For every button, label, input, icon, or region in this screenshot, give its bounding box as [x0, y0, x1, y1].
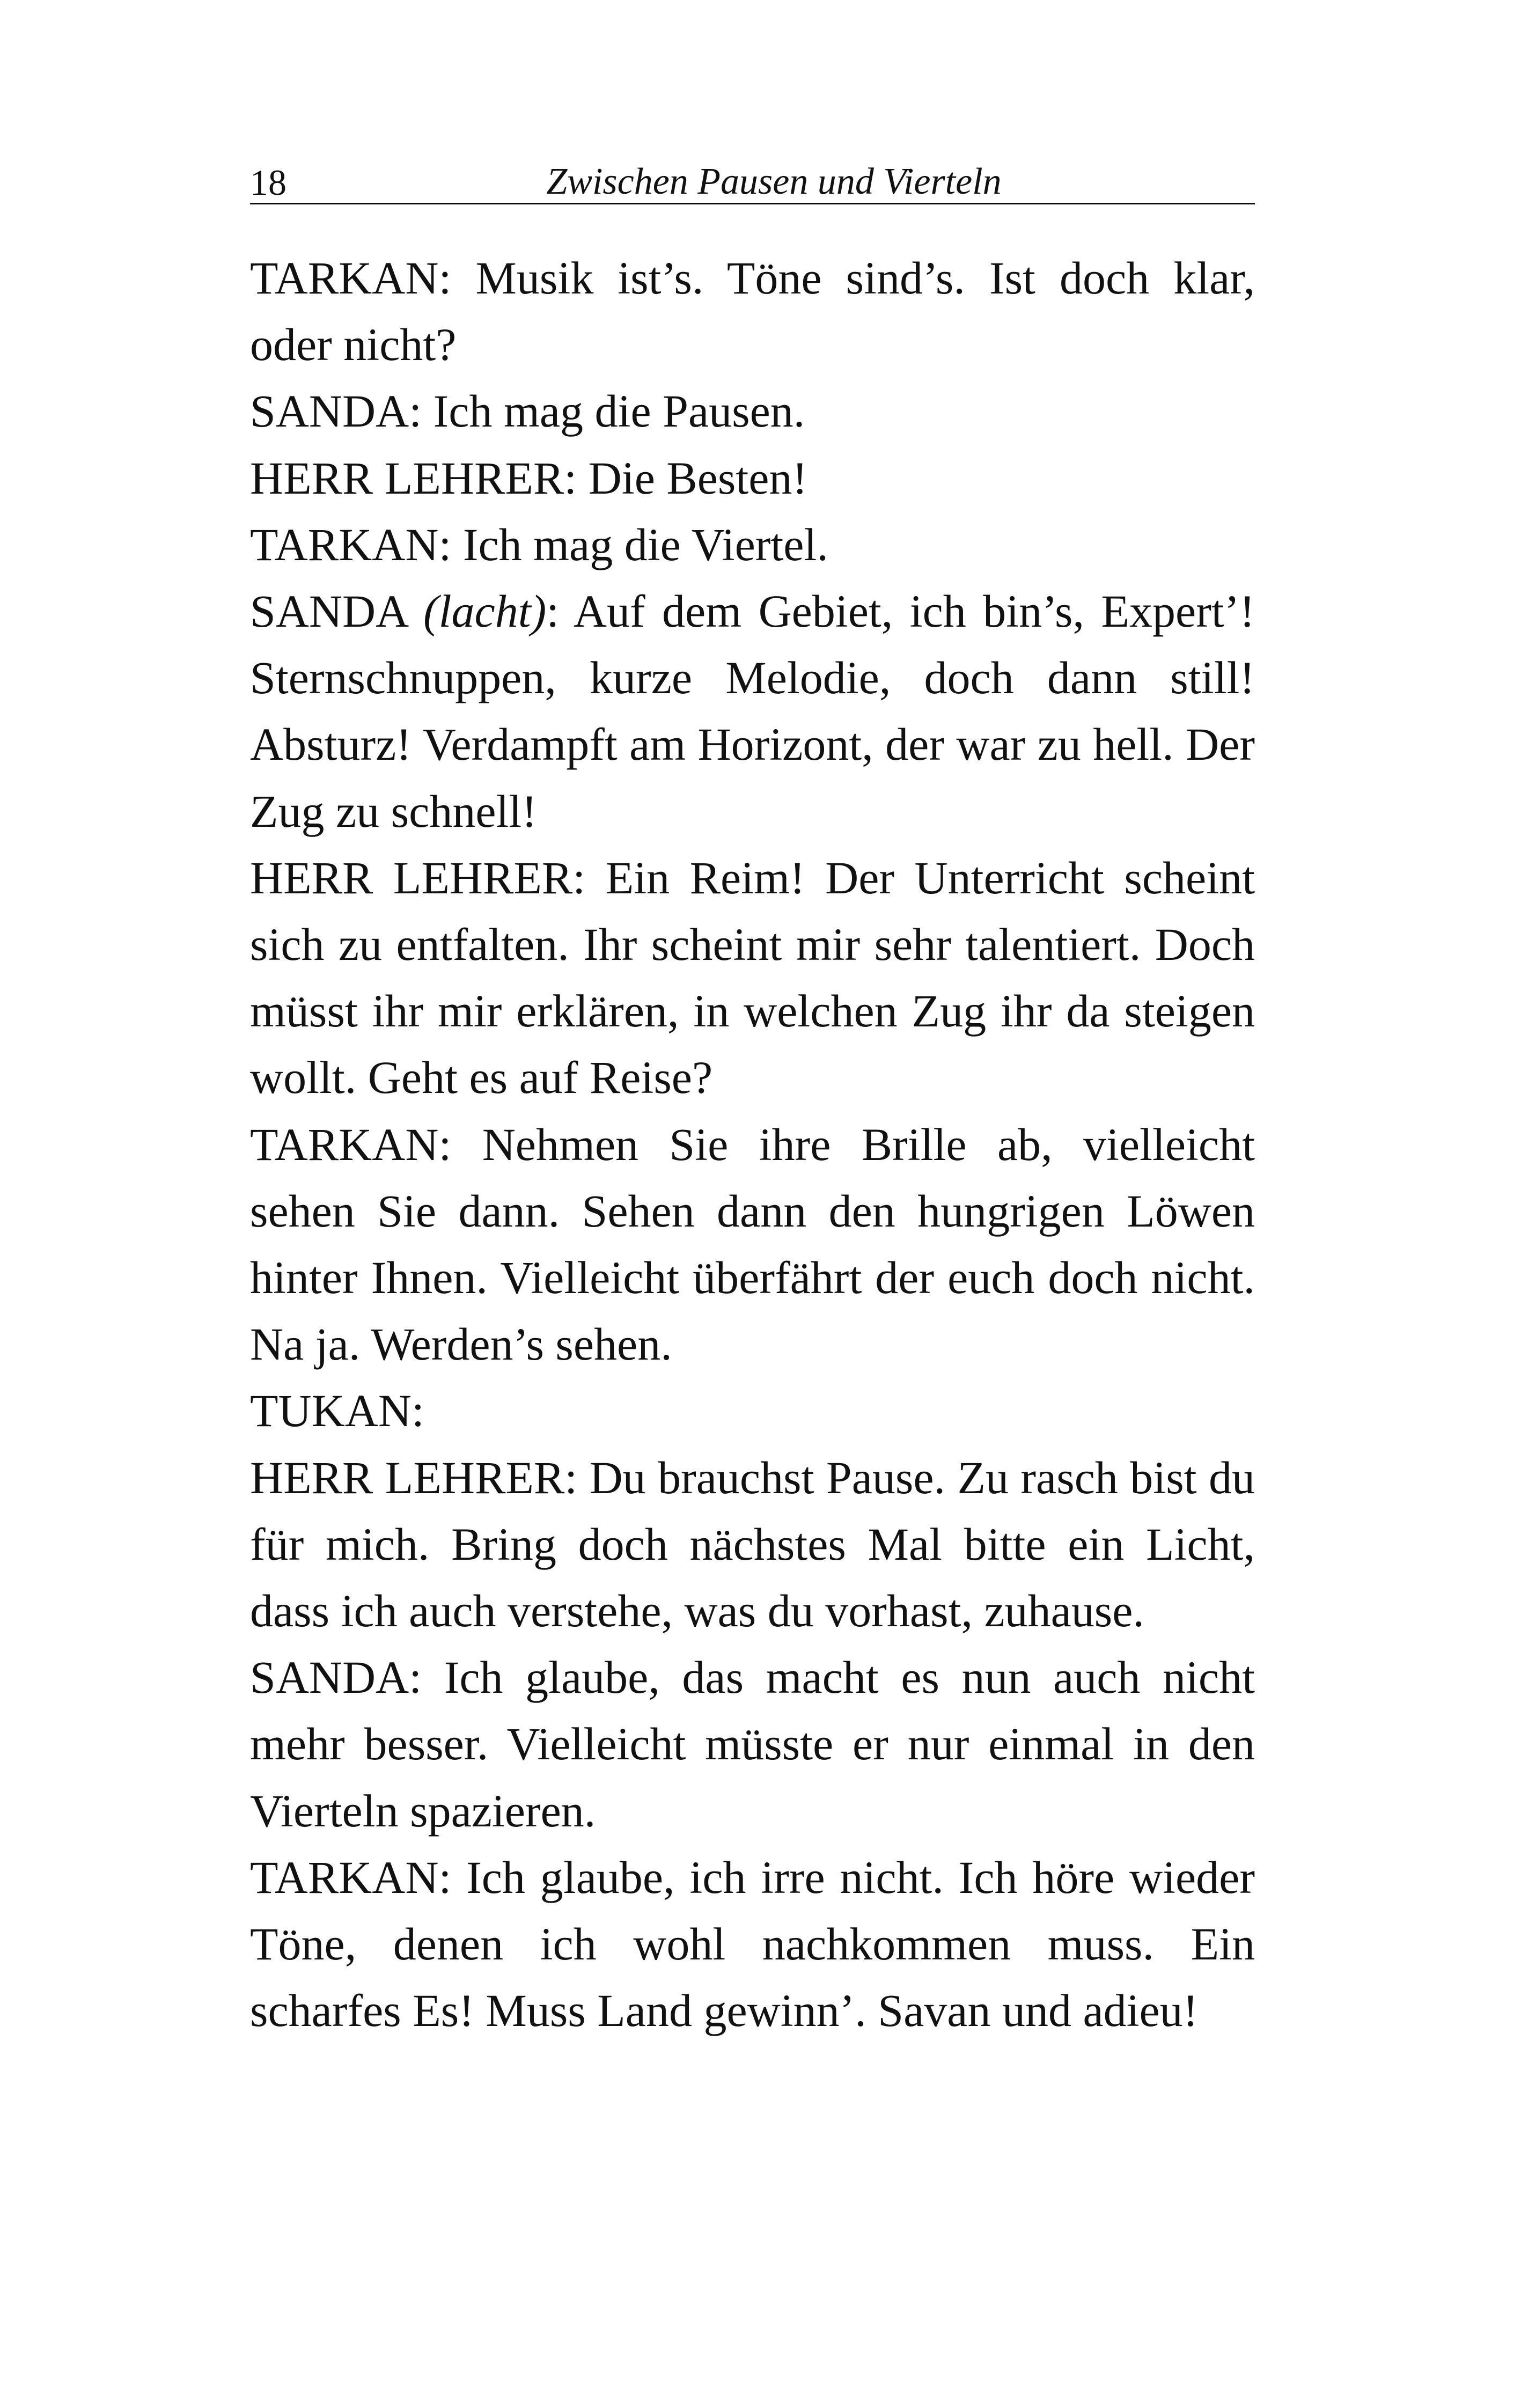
line-text: Ich mag die Pausen.: [433, 385, 805, 437]
dialogue-line: TARKAN: Ich glaube, ich irre nicht. Ich höre wieder Töne, denen ich wohl nachkommen muss. Ein scharfes Es! Muss Land gewinn’. Savan und adieu!: [250, 1851, 1255, 2037]
line-text: Auf dem Gebiet, ich bin’s, Expert’! Sternschnuppen, kurze Melodie, doch dann still! Absturz! Verdampft am Horizont, der war zu hell. Der Zug zu schnell!: [250, 585, 1255, 837]
line-text: Ich glaube, das macht es nun auch nicht mehr besser. Vielleicht müsste er nur einmal in den Vierteln spazieren.: [250, 1651, 1255, 1837]
dialogue-line: TARKAN: Ich mag die Viertel.: [250, 518, 828, 570]
speaker-name: HERR LEHRER: [250, 851, 573, 904]
line-text: Die Besten!: [588, 452, 808, 504]
line-text: Nehmen Sie ihre Brille ab, vielleicht sehen Sie dann. Sehen dann den hungrigen Löwen hinter Ihnen. Vielleicht überfährt der euch doch nicht. Na ja. Werden’s sehen.: [250, 1118, 1255, 1370]
speaker-name: SANDA: [250, 385, 409, 437]
dialogue-line: HERR LEHRER: Ein Reim! Der Unterricht scheint sich zu entfalten. Ihr scheint mir sehr talentiert. Doch müsst ihr mir erklären, in welchen Zug ihr da steigen wollt. Geht es auf Reise?: [250, 851, 1255, 1104]
line-text: Ich glaube, ich irre nicht. Ich höre wieder Töne, denen ich wohl nachkommen muss. Ein scharfes Es! Muss Land gewinn’. Savan und adieu!: [250, 1851, 1255, 2037]
running-title: Zwischen Pausen und Vierteln: [546, 161, 1002, 202]
dialogue-line: TARKAN: Musik ist’s. Töne sind’s. Ist doch klar, oder nicht?: [250, 252, 1255, 371]
line-text: Musik ist’s. Töne sind’s. Ist doch klar, oder nicht?: [250, 252, 1255, 371]
speaker-name: TUKAN: [250, 1385, 412, 1437]
speaker-name: HERR LEHRER: [250, 1451, 565, 1503]
dialogue-line: TARKAN: Nehmen Sie ihre Brille ab, vielleicht sehen Sie dann. Sehen dann den hungrigen Löwen hinter Ihnen. Vielleicht überfährt der euch doch nicht. Na ja. Werden’s sehen.: [250, 1118, 1255, 1370]
page-number: 18: [250, 162, 286, 203]
page-header: [250, 157, 1255, 204]
speaker-name: TARKAN: [250, 518, 439, 570]
dialogue-line: SANDA (lacht): Auf dem Gebiet, ich bin’s, Expert’! Sternschnuppen, kurze Melodie, doch dann still! Absturz! Verdampft am Horizont, der war zu hell. Der Zug zu schnell!: [250, 585, 1255, 837]
stage-direction: (lacht): [423, 585, 547, 637]
line-text: Du brauchst Pause. Zu rasch bist du für mich. Bring doch nächstes Mal bitte ein Licht, dass ich auch verstehe, was du vorhast, zuhause.: [250, 1451, 1255, 1637]
line-text: Ich mag die Viertel.: [462, 518, 828, 570]
speaker-name: TARKAN: [250, 1851, 439, 1903]
dialogue-line: SANDA: Ich glaube, das macht es nun auch nicht mehr besser. Vielleicht müsste er nur einmal in den Vierteln spazieren.: [250, 1651, 1255, 1837]
speaker-name: HERR LEHRER: [250, 452, 564, 504]
dialogue-text: [250, 245, 1255, 2044]
dialogue-line: SANDA: Ich mag die Pausen.: [250, 385, 805, 437]
line-text: Ein Reim! Der Unterricht scheint sich zu entfalten. Ihr scheint mir sehr talentiert. Doch müsst ihr mir erklären, in welchen Zug ihr da steigen wollt. Geht es auf Reise?: [250, 851, 1255, 1104]
dialogue-line: HERR LEHRER: Du brauchst Pause. Zu rasch bist du für mich. Bring doch nächstes Mal bitte ein Licht, dass ich auch verstehe, was du vorhast, zuhause.: [250, 1451, 1255, 1637]
speaker-name: SANDA: [250, 585, 407, 637]
dialogue-line: HERR LEHRER: Die Besten!: [250, 452, 808, 504]
speaker-name: TARKAN: [250, 1118, 439, 1170]
speaker-name: SANDA: [250, 1651, 409, 1704]
speaker-name: TARKAN: [250, 252, 439, 304]
dialogue-line: TUKAN:: [250, 1385, 424, 1437]
